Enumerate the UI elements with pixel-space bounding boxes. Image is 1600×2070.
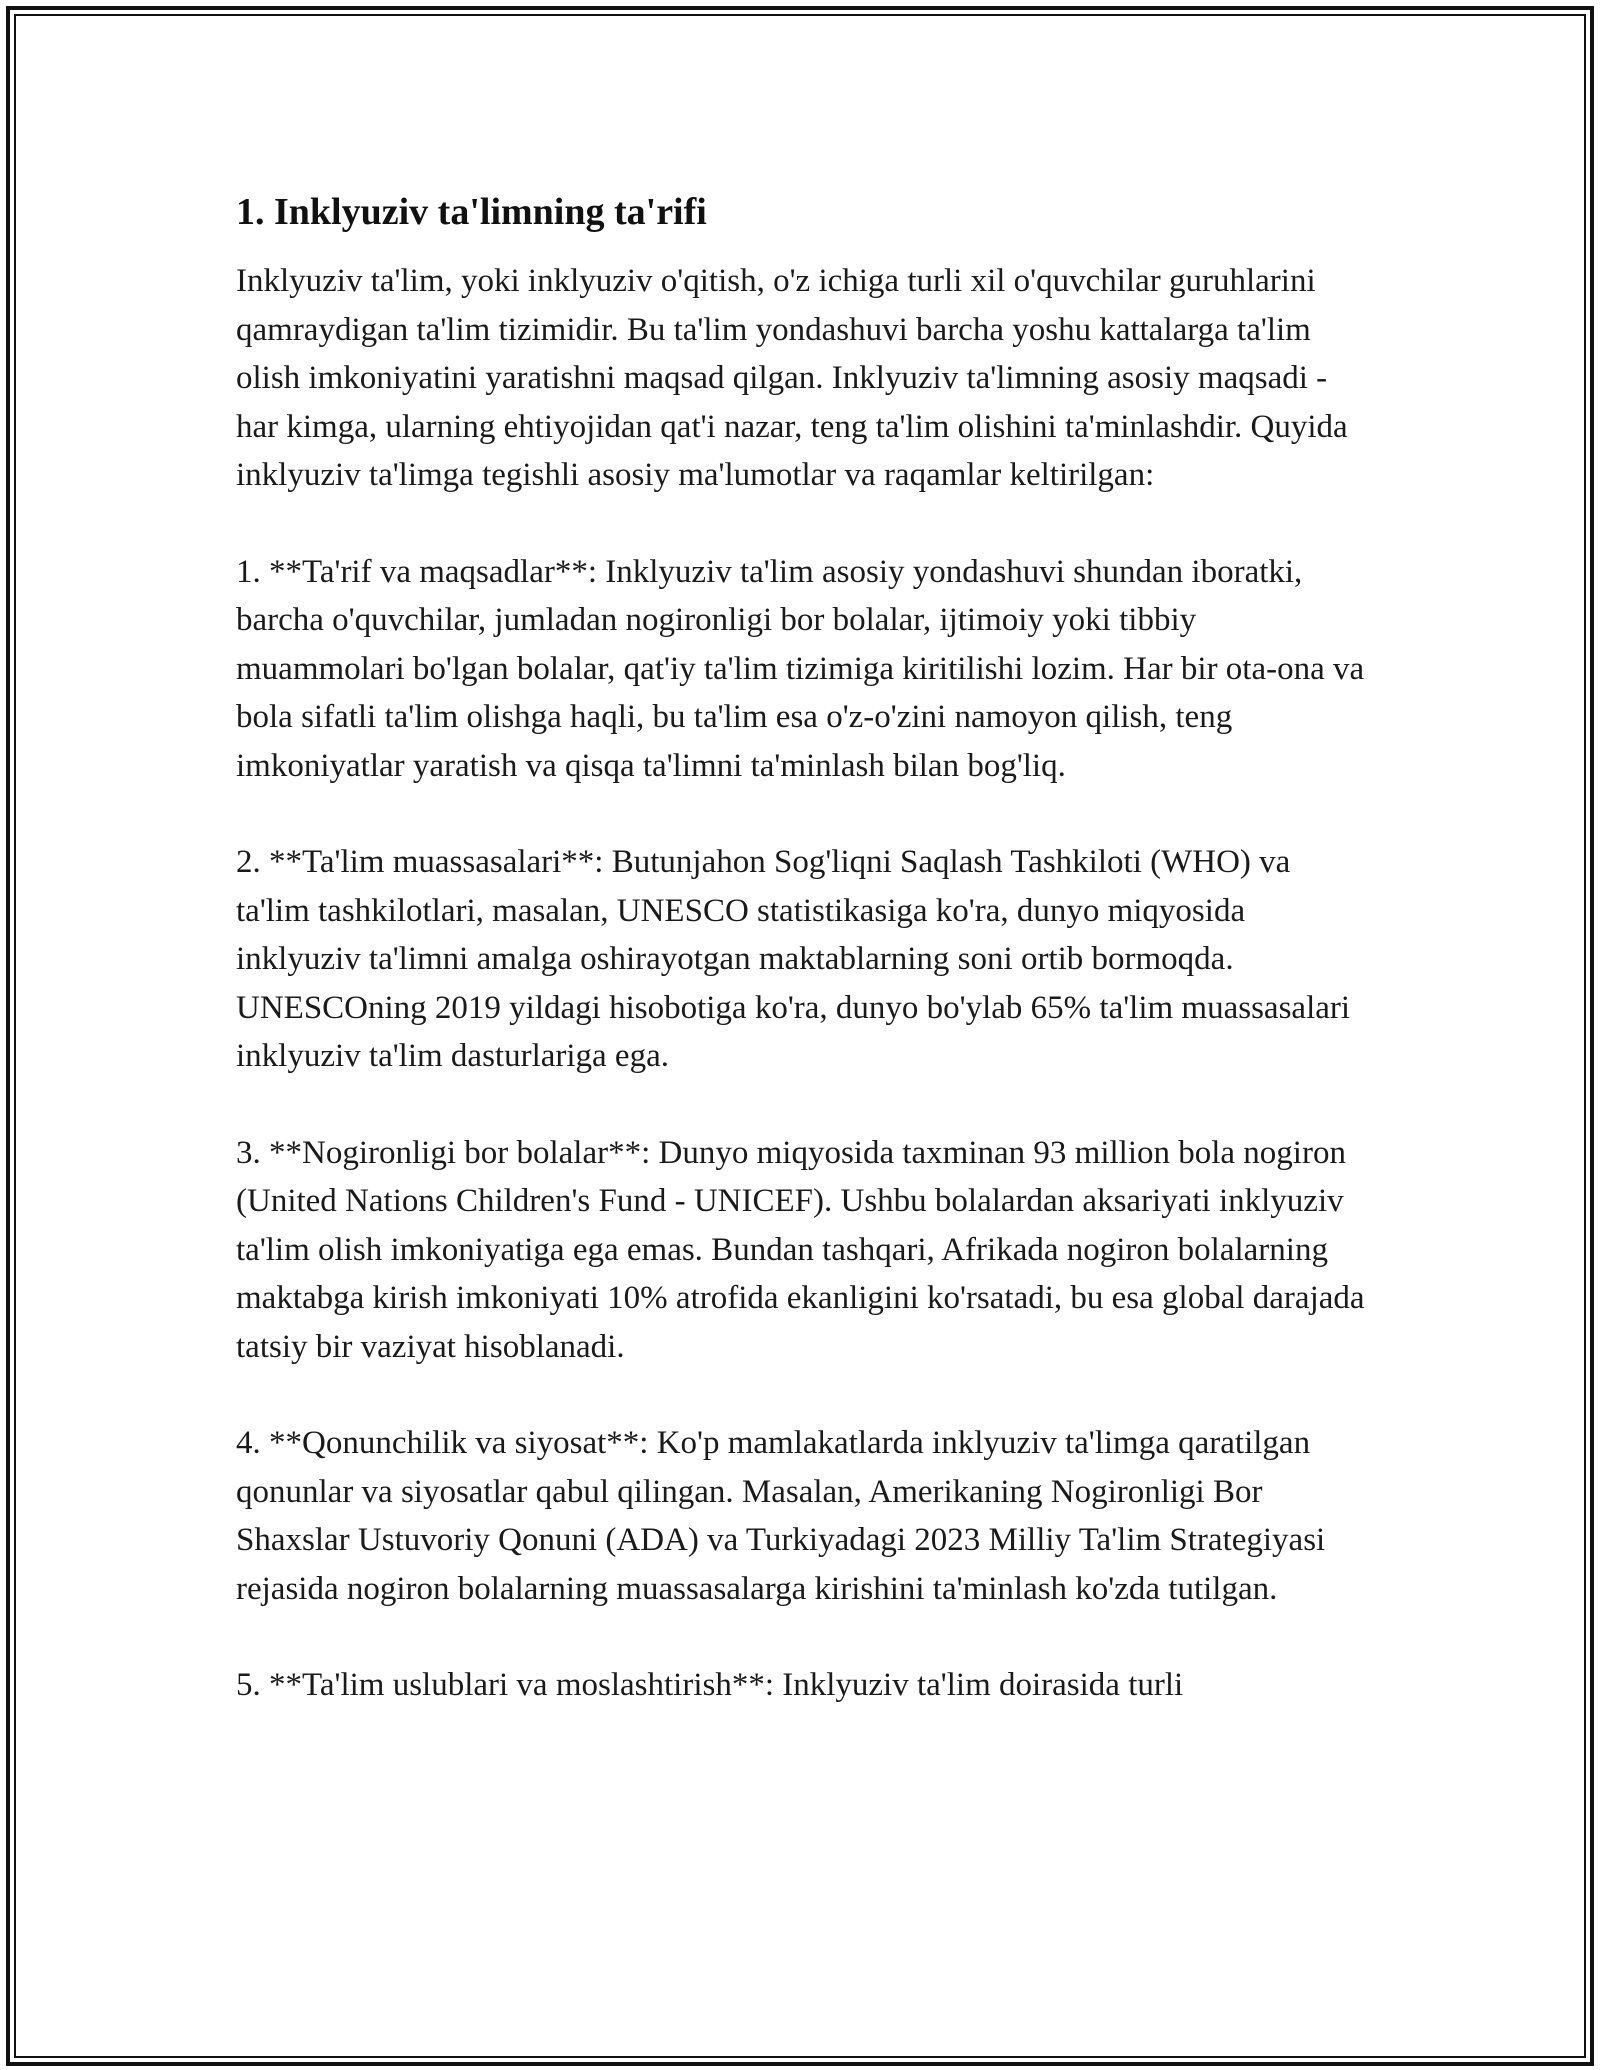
document-body <box>236 185 1366 1758</box>
section-heading: 1. Inklyuziv ta'limning ta'rifi <box>236 191 707 233</box>
point-2-paragraph: 2. **Ta'lim muassasalari**: Butunjahon Sog'liqni Saqlash Tashkiloti (WHO) va ta'lim tashkilotlari, masalan, UNESCO statistikasiga ko'ra, dunyo miqyosida inklyuziv ta'limni amalga oshirayotgan maktablarning soni ortib bormoqda. UNESCOning 2019 yildagi hisobotiga ko'ra, dunyo bo'ylab 65% ta'lim muassasalari inklyuziv ta'lim dasturlariga ega. <box>236 844 1351 1074</box>
point-5-paragraph: 5. **Ta'lim uslublari va moslashtirish**: Inklyuziv ta'lim doirasida turli <box>236 1667 1184 1703</box>
point-4-paragraph: 4. **Qonunchilik va siyosat**: Ko'p mamlakatlarda inklyuziv ta'limga qaratilgan qonunlar va siyosatlar qabul qilingan. Masalan, Amerikaning Nogironligi Bor Shaxslar Ustuvoriy Qonuni (ADA) va Turkiyadagi 2023 Milliy Ta'lim Strategiyasi rejasida nogiron bolalarning muassasalarga kirishini ta'minlash ko'zda tutilgan. <box>236 1425 1326 1607</box>
point-3-paragraph: 3. **Nogironligi bor bolalar**: Dunyo miqyosida taxminan 93 million bola nogiron (United Nations Children's Fund - UNICEF). Ushbu bolalardan aksariyati inklyuziv ta'lim olish imkoniyatiga ega emas. Bundan tashqari, Afrikada nogiron bolalarning maktabga kirish imkoniyati 10% atrofida ekanligini ko'rsatadi, bu esa global darajada tatsiy bir vaziyat hisoblanadi. <box>236 1134 1365 1365</box>
point-1-paragraph: 1. **Ta'rif va maqsadlar**: Inklyuziv ta'lim asosiy yondashuvi shundan iboratki, barcha o'quvchilar, jumladan nogironligi bor bolalar, ijtimoiy yoki tibbiy muammolari bo'lgan bolalar, qat'iy ta'lim tizimiga kiritilishi lozim. Har bir ota-ona va bola sifatli ta'lim olishga haqli, bu ta'lim esa o'z-o'zini namoyon qilish, teng imkoniyatlar yaratish va qisqa ta'limni ta'minlash bilan bog'liq. <box>236 553 1365 784</box>
intro-paragraph: Inklyuziv ta'lim, yoki inklyuziv o'qitish, o'z ichiga turli xil o'quvchilar guruhlarini qamraydigan ta'lim tizimidir. Bu ta'lim yondashuvi barcha yoshu kattalarga ta'lim olish imkoniyatini yaratishni maqsad qilgan. Inklyuziv ta'limning asosiy maqsadi - har kimga, ularning ehtiyojidan qat'i nazar, teng ta'lim olishini ta'minlashdir. Quyida inklyuziv ta'limga tegishli asosiy ma'lumotlar va raqamlar keltirilgan: <box>236 263 1348 493</box>
